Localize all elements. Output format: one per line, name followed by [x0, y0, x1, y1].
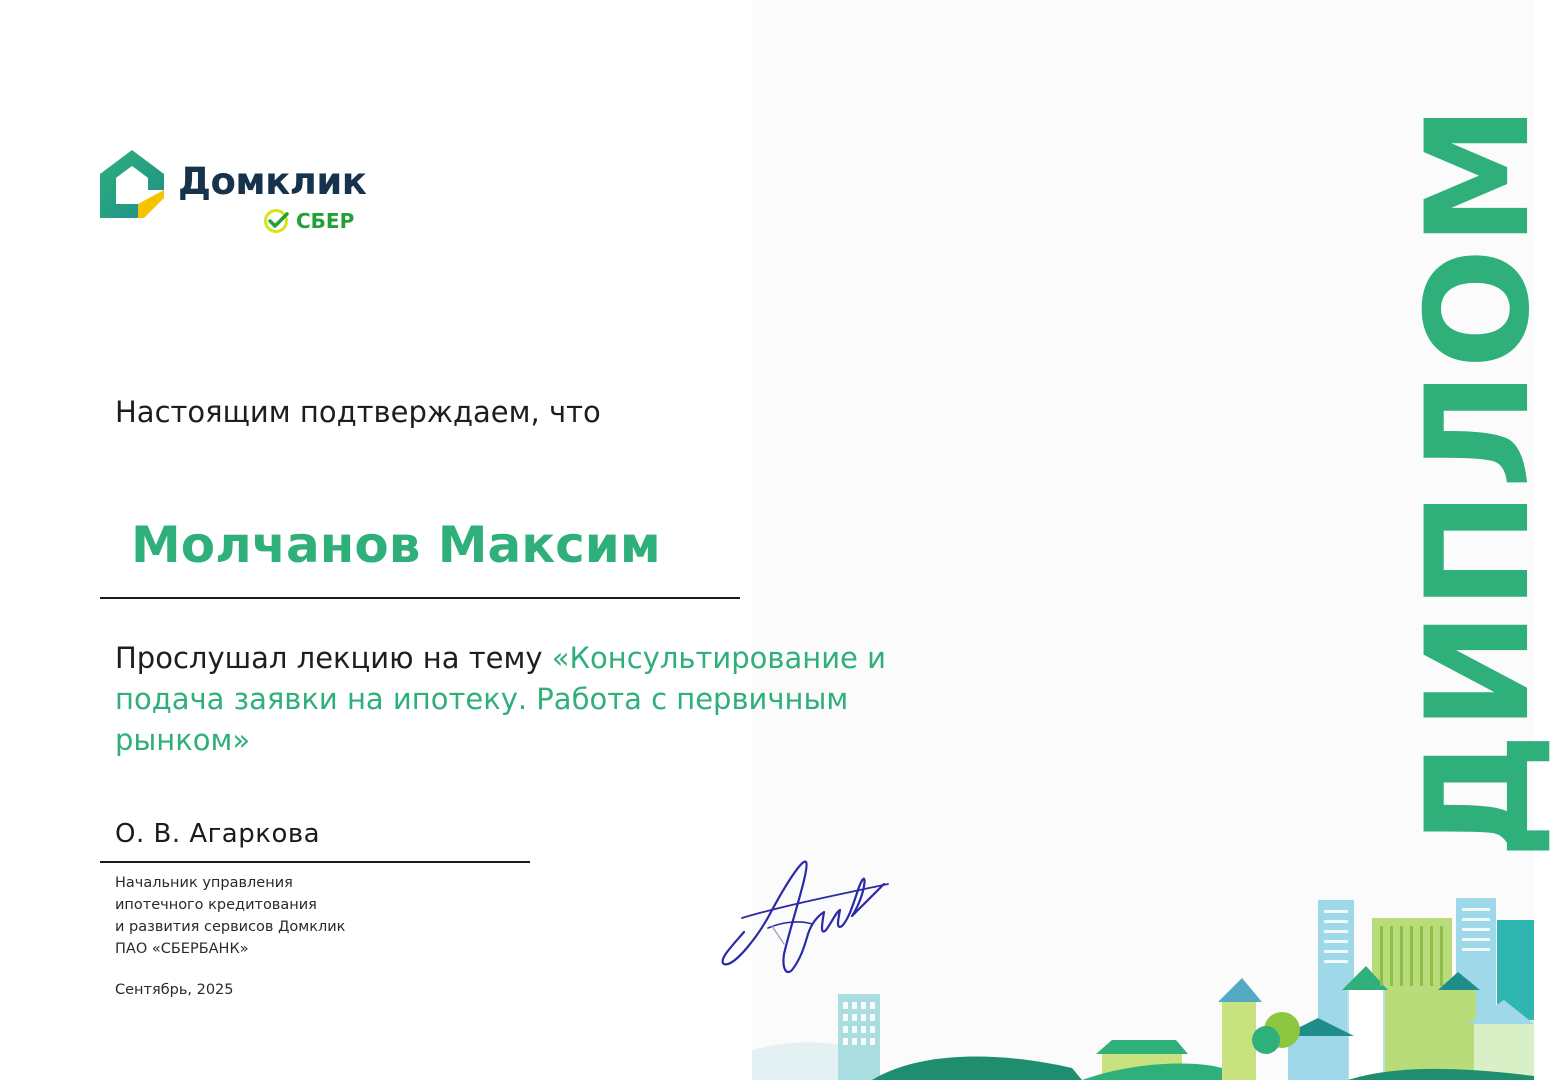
signer-name: О. В. Агаркова — [115, 819, 321, 849]
lecture-prefix: Прослушал лекцию на тему — [115, 641, 552, 675]
brand-sub: СБЕР — [296, 209, 355, 233]
position-line: Начальник управления — [115, 875, 293, 891]
sber-check-icon — [263, 208, 289, 234]
recipient-name: Молчанов Максим — [131, 516, 661, 574]
name-underline — [100, 597, 740, 599]
domclick-logo — [98, 148, 378, 243]
lecture-topic: «Консультирование и подача заявки на ипотеку. Работа с первичным рынком» — [115, 641, 886, 757]
brand-name: Домклик — [178, 160, 367, 203]
position-line: ипотечного кредитования — [115, 897, 317, 913]
position-line: и развития сервисов Домклик — [115, 919, 346, 935]
intro-text: Настоящим подтверждаем, что — [115, 395, 601, 429]
position-line: ПАО «СБЕРБАНК» — [115, 941, 249, 957]
city-illustration — [752, 890, 1534, 1080]
house-logo-icon — [98, 148, 168, 220]
signer-position — [115, 872, 345, 960]
issue-date: Сентябрь, 2025 — [115, 982, 234, 998]
diploma-title-text: ДИПЛОМ — [1396, 102, 1561, 860]
diploma-title — [1396, 98, 1561, 864]
signer-underline — [100, 861, 530, 863]
lecture-statement — [115, 638, 975, 761]
